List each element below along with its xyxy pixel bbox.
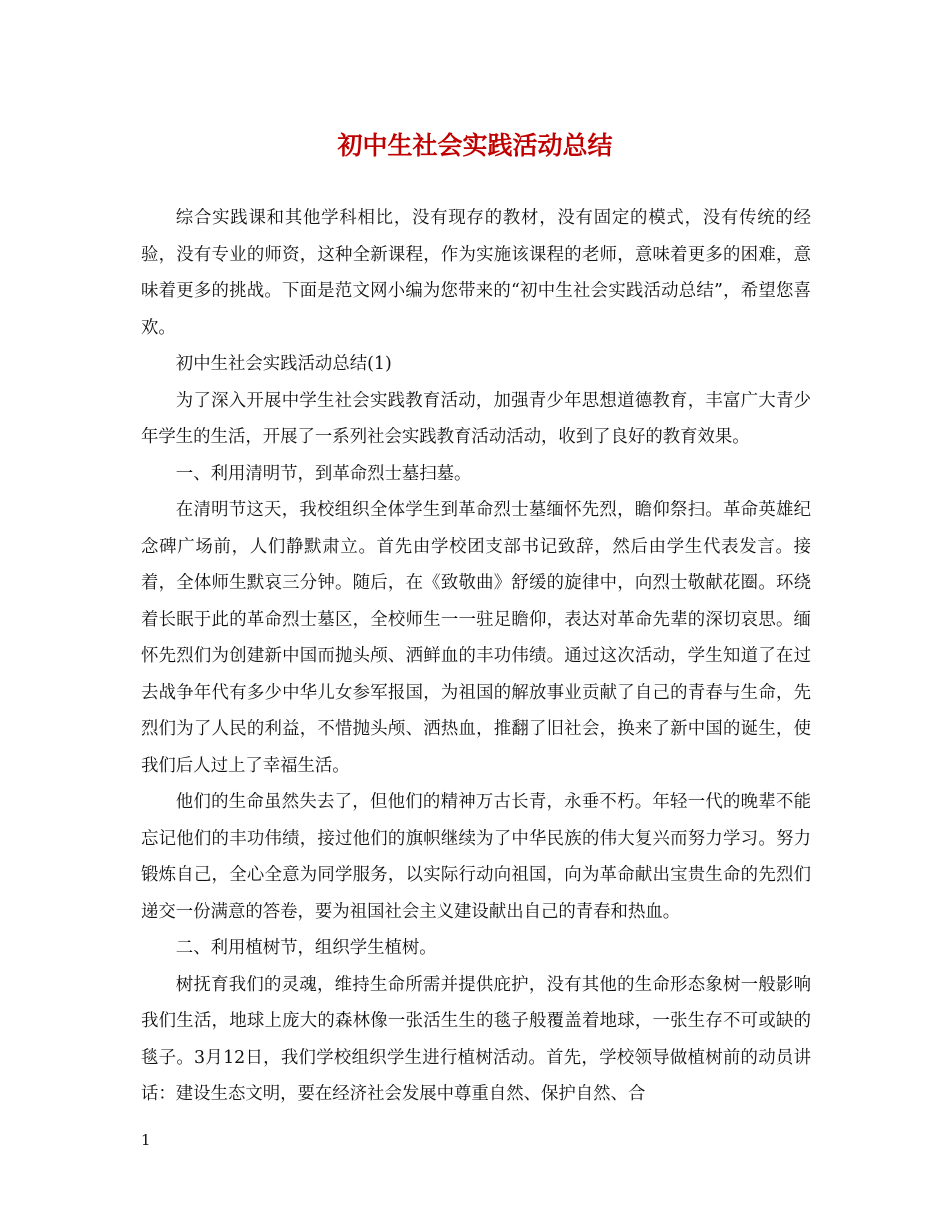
paragraph: 他们的生命虽然失去了，但他们的精神万古长青，永垂不朽。年轻一代的晚辈不能忘记他们的丰功伟绩，接过他们的旗帜继续为了中华民族的伟大复兴而努力学习。努力锻炼自己，全心全意为同学服务，以实际行动向祖国，向为革命献出宝贵生命的先烈们递交一份满意的答卷，要为祖国社会主义建设献出自己的青春和热血。 xyxy=(141,792,811,922)
document-title: 初中生社会实践活动总结 xyxy=(337,131,613,160)
document-body xyxy=(141,200,811,1113)
paragraph: 为了深入开展中学生社会实践教育活动，加强青少年思想道德教育，丰富广大青少年学生的生活，开展了一系列社会实践教育活动活动，收到了良好的教育效果。 xyxy=(141,390,811,447)
page-number: 1 xyxy=(141,1131,151,1149)
paragraph: 综合实践课和其他学科相比，没有现存的教材，没有固定的模式，没有传统的经验，没有专业的师资，这种全新课程，作为实施该课程的老师，意味着更多的困难，意味着更多的挑战。下面是范文网小编为您带来的“初中生社会实践活动总结”，希望您喜欢。 xyxy=(141,208,811,338)
paragraph: 在清明节这天，我校组织全体学生到革命烈士墓缅怀先烈，瞻仰祭扫。革命英雄纪念碑广场前，人们静默肃立。首先由学校团支部书记致辞，然后由学生代表发言。接着，全体师生默哀三分钟。随后，在《致敬曲》舒缓的旋律中，向烈士敬献花圈。环绕着长眠于此的革命烈士墓区，全校师生一一驻足瞻仰，表达对革命先辈的深切哀思。缅怀先烈们为创建新中国而抛头颅、洒鲜血的丰功伟绩。通过这次活动，学生知道了在过去战争年代有多少中华儿女参军报国，为祖国的解放事业贡献了自己的青春与生命，先烈们为了人民的利益，不惜抛头颅、洒热血，推翻了旧社会，换来了新中国的诞生，使我们后人过上了幸福生活。 xyxy=(141,500,811,776)
section-heading: 二、利用植树节，组织学生植树。 xyxy=(175,938,437,958)
section-heading: 一、利用清明节，到革命烈士墓扫墓。 xyxy=(175,463,472,484)
paragraph: 树抚育我们的灵魂，维持生命所需并提供庇护，没有其他的生命形态象树一般影响我们生活，地球上庞大的森林像一张活生生的毯子般覆盖着地球，一张生存不可或缺的毯子。3月12日，我们学校组织学生进行植树活动。首先，学校领导做植树前的动员讲话：建设生态文明，要在经济社会发展中尊重自然、保护自然、合 xyxy=(141,974,811,1104)
section-heading: 初中生社会实践活动总结(1) xyxy=(175,354,392,374)
